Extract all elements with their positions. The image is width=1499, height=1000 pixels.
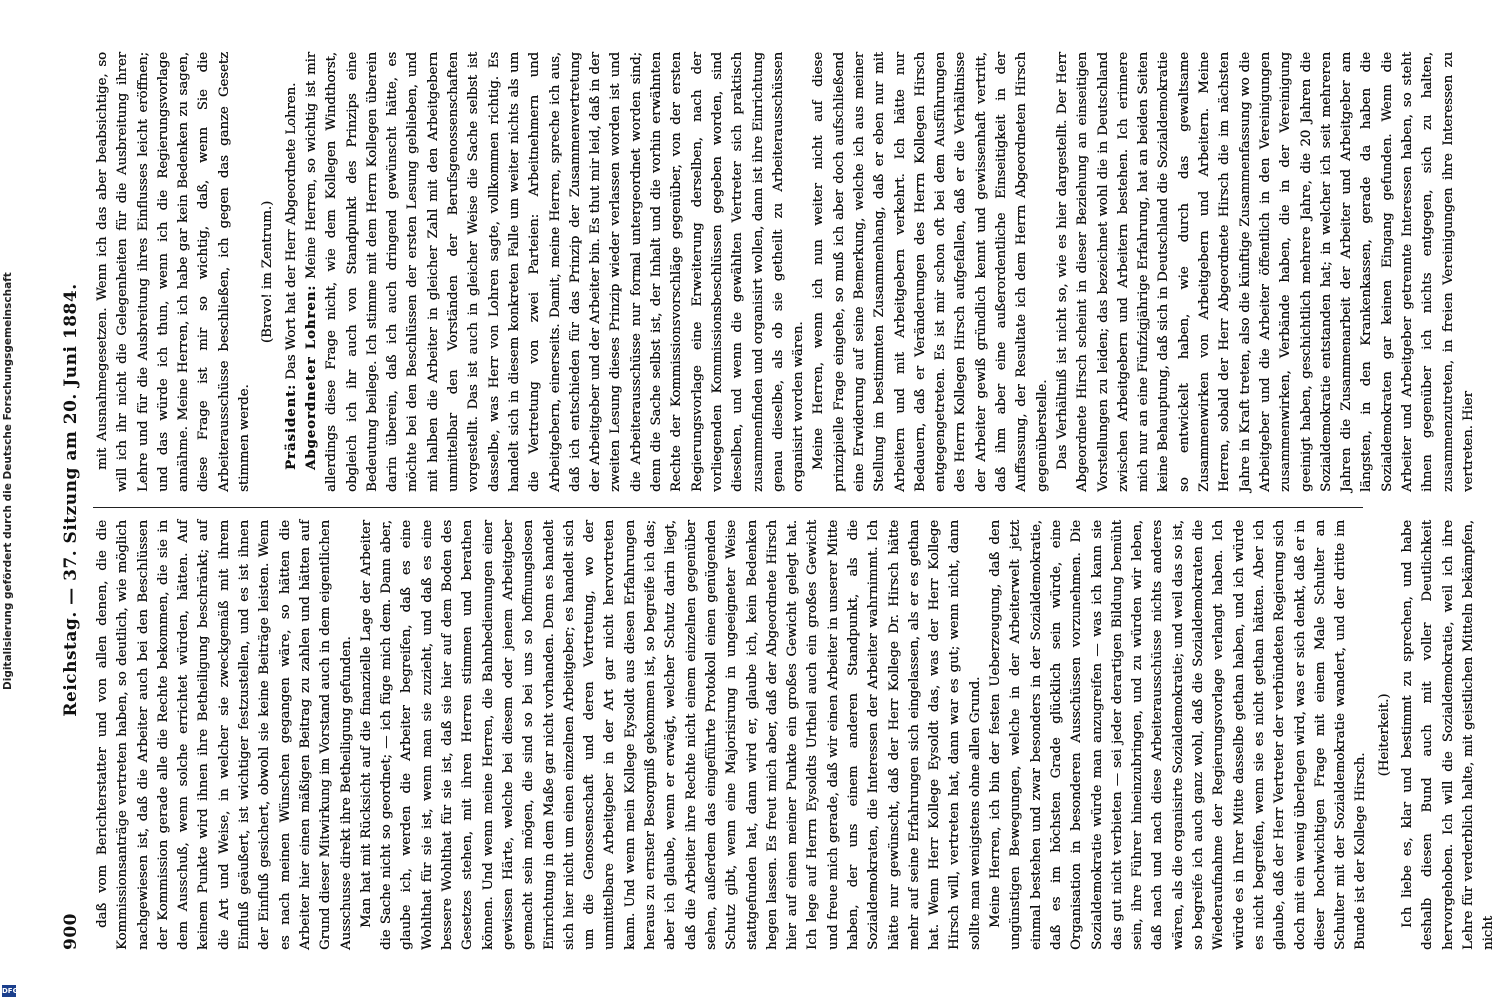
right-column (93, 52, 1476, 492)
speech-paragraph: Das Verhältniß ist nicht so, wie es hier dargestellt. Der Herr Abgeordnete Hirsch scheint in dieser Beziehung an einseitigen Vorstellungen zu leiden; das bezeichnet wohl die in Deutschland zwischen Arbeitgebern und Arbeitern bestehen. Ich erinnere mich nur an eine Fünfzigjährige Erfahrung, hat an beiden Seiten keine Behauptung, daß sich in Deutschland die Sozialdemokratie so entwickelt haben, wie durch das gewaltsame Zusammenwirken von Arbeitgebern und Arbeitern. Meine Herren, sobald der Herr Abgeordnete Hirsch die im nächsten Jahre in Kraft treten, also die künftige Zusammenfassung wo die Arbeitgeber und die Arbeiter öffentlich in den Vereinigungen zusammenwirken, Verbände haben, die in der Vereinigung geeinigt haben, geschichtlich mehrere Jahre, die 20 Jahren die Sozialdemokratie entstanden hat; in welcher ich seit mehreren Jahren die Zusammenarbeit der Arbeiter und Arbeitgeber am längsten, in den Krankenkassen, gerade da haben die Sozialdemokraten gar keinen Eingang gefunden. Wenn die Arbeiter und Arbeitgeber getrennte Interessen haben, so steht ihnen gegenüber ich nichts entgegen, sich zu halten, zusammenzutreten, in freien Vereinigungen ihre Interessen zu vertreten. Hier (1054, 52, 1476, 492)
left-paragraph: daß vom Berichterstatter und von allen denen, die die Kommissionsanträge vertreten haben, so deutlich, wie möglich nachgewiesen ist, daß die Arbeiter auch bei den Beschlüssen der Kommission gerade alle die Rechte bekommen, die sie in dem Ausschuß, wenn solche errichtet würden, hätten. Auf keinem Punkte wird ihnen ihre Betheiligung beschränkt; auf die Art und Weise, in welcher sie zweckgemäß mit ihrem Einfluß geäußert, ist wichtiger festzustellen, und es ist ihnen der Einfluß gesichert, obwohl sie keine Beiträge leisten. Wenn es nach meinen Wünschen gegangen wäre, so hätten die Arbeiter hier einen mäßigen Beitrag zu zahlen und hätten auf Grund dieser Mitwirkung im Vorstand auch in dem eigentlichen Ausschusse direkt ihre Betheiligung gefunden. (95, 520, 354, 950)
speaker-label: Präsident: (283, 383, 299, 470)
left-paragraph: Ich liebe es, klar und bestimmt zu sprechen, und habe deshalb diesen Bund auch mit voller Deutlichkeit hervorgehoben. Ich will die Sozialdemokratie, weil ich ihre Lehre für verderblich halte, mit geistlichen Mitteln bekämpfen, nicht (1400, 520, 1497, 950)
dfg-logo: DFG (2, 987, 19, 995)
running-head: Reichstag. — 37. Sitzung am 20. Juni 1884. (61, 283, 81, 717)
column-divider (93, 507, 1363, 508)
digitization-note: Digitalisierung gefördert durch die Deutsche Forschungsgemeinschaft (2, 272, 14, 690)
stage-direction: (Bravo! im Zentrum.) (260, 200, 276, 344)
right-paragraph: mit Ausnahmegesetzen. Wenn ich das aber beabsichtige, so will ich ihr nicht die Gelegenheiten für die Ausbreitung ihrer Lehre und für die Ausbreitung ihres Einflusses leicht eröffnen; und das würde ich thun, wenn ich die Regierungsvorlage annähme. Meine Herren, ich habe gar kein Bedenken zu sagen, diese Frage ist mir so wichtig, daß, wenn Sie die Arbeiterausschüsse beschließen, ich gegen das ganze Gesetz stimmen werde. (95, 52, 253, 492)
speech-paragraph: Meine Herren, wenn ich nun weiter nicht auf diese prinzipielle Frage eingehe, so muß ich aber doch aufschließend eine Erwiderung auf seine Bemerkung, welche ich aus meiner Stellung im bestimmten Zusammenhang, daß er eben nur mit Arbeitern und mit Arbeitgebern verkehrt. Ich hätte nur Bedauern, daß er Veränderungen des Herrn Kollegen Hirsch entgegengetreten. Es ist mir schon oft bei dem Ausführungen des Herrn Kollegen Hirsch aufgefallen, daß er die Verhältnisse der Arbeiter gewiß gründlich kennt und gewissenhaft vertritt, daß ihm aber eine außerordentliche Einseitigkeit in der Auffassung, der Resultate ich dem Herrn Abgeordneten Hirsch gegenüberstelle. (811, 52, 1050, 492)
left-paragraph: Man hat mit Rücksicht auf die finanzielle Lage der Arbeiter die Sache nicht so geordnet; — ich füge mich dem. Dann aber, glaube ich, werden die Arbeiter begreifen, daß es eine Wohlthat für sie ist, wenn man sie zuzieht, und daß es eine bessere Wohlthat für sie ist, daß sie hier auf dem Boden des Gesetzes stehen, mit ihren Herren stimmen und berathen können. Und wenn meine Herren, die Bahnbedienungen einer gewissen Härte, welche bei diesem oder jenem Arbeitgeber gemacht sein mögen, die sind so bei uns so hoffnungslosen Einrichtung in dem Maße gar nicht vorhanden. Denn es handelt sich hier nicht um einen einzelnen Arbeitgeber; es handelt sich um die Genossenschaft und deren Vertretung, wo der unmittelbare Arbeitgeber in der Art gar nicht hervortreten kann. Und wenn mein Kollege Eysoldt aus diesen Erfahrungen heraus zu ernster Besorgniß gekommen ist, so begreife ich das; aber ich glaube, wenn er erwägt, welcher Schutz darin liegt, daß die Arbeiter ihre Rechte nicht einem einzelnen gegenüber sehen, außerdem das eingeführte Protokoll einen genügenden Schutz gibt, wenn eine Majorisirung in ungeeigneter Weise stattgefunden hat, dann wird er, glaube ich, kein Bedenken hegen lassen. Es freut mich aber, daß der Abgeordnete Hirsch hier auf einen meiner Punkte ein großes Gewicht gelegt hat. Ich lege auf Herrn Eysoldts Urtheil auch ein großes Gewicht und freue mich gerade, daß wir einen Arbeiter in unserer Mitte haben, der uns einem anderen Standpunkt, als die Sozialdemokraten, die Interessen der Arbeiter wahrnimmt. Ich hätte nur gewünscht, daß der Herr Kollege Dr. Hirsch hätte mehr auf seine Erfahrungen sich eingelassen, als er es gethan hat. Wenn Herr Kollege Eysoldt das, was der Herr Kollege Hirsch will, vertreten hat, dann war es gut; wenn nicht, dann sollte man wenigstens ohne allen Grund. (358, 520, 983, 950)
speech-paragraph (302, 52, 809, 492)
stage-direction: (Heiterkeit.) (1376, 693, 1392, 777)
left-column (93, 520, 1497, 950)
speech-text: Das Wort hat der Herr Abgeordnete Lohren. (283, 82, 299, 380)
page-number: 900 (61, 913, 81, 950)
scanned-page (47, 30, 1497, 970)
left-paragraph: Meine Herren, ich bin der festen Ueberzeugung, daß den ungünstigen Bewegungen, welche in der Arbeiterwelt jetzt einmal bestehen und zwar besonders in der Sozialdemokratie, daß es im höchsten Grade glücklich sein würde, eine Organisation in besonderen Ausschüssen vorzunehmen. Die Sozialdemokratie würde man anzugreifen — was ich kann sie das gut nicht verbieten — sei jeder derartigen Bildung bemüht sein, ihre Führer hineinzubringen, und zu würden wir leben, daß nach und nach diese Arbeiterausschüsse nichts anderes wären, als die organisirte Sozialdemokratie; und weil das so ist, so begreife ich auch ganz wohl, daß die Sozialdemokraten die Wiederaufnahme der Regierungsvorlage verlangt haben. Ich würde es in Ihrer Mitte dasselbe gethan haben, und ich würde es nicht begreifen, wenn sie es nicht gethan hätten. Aber ich glaube, daß der Herr Vertreter der verbündeten Regierung sich doch mit ein wenig überlegen wird, was er sich denkt, daß er in dieser hochwichtigen Frage mit einem Male Schulter an Schulter mit der Sozialdemokratie wandert, und der dritte im Bunde ist der Kollege Hirsch. (988, 520, 1369, 950)
president-paragraph (282, 52, 302, 492)
page-header (61, 50, 87, 950)
speech-text: Meine Herren, so wichtig ist mir allerdings diese Frage nicht, wie dem Kollegen Windthorst, obgleich ich ihr auch von Standpunkt des Prinzips eine Bedeutung beilege. Ich stimme mit dem Herrn Kollegen überein darin überein, daß ich auch dringend gewünscht hätte, es möchte bei den Beschlüssen der ersten Lesung geblieben, und mit halben die Arbeiter in gleicher Zahl mit den Arbeitgebern unmittelbar den Vorständen der Berufsgenossenschaften vorgestellt. Das ist auch in gleicher Weise die Sache selbst ist dasselbe, was Herr von Lohren sagte, vollkommen richtig. Es handelt sich in diesem konkreten Falle um weiter nichts als um die Vertretung von zwei Parteien: Arbeitnehmern und Arbeitgebern, einerseits. Damit, meine Herren, spreche ich aus, daß ich entschieden für das Prinzip der Zusammenvertretung der Arbeitgeber und der Arbeiter bin. Es thut mir leid, daß in der zweiten Lesung dieses Prinzip wieder verlassen worden ist und die Arbeiterausschüsse nur formal untergeordnet worden sind; denn die Sache selbst ist, der Inhalt und die vorhin erwähnten Rechte der Kommissionsvorschläge gegenüber, von der ersten Regierungsvorlage eine Erweiterung derselben, nach der vorliegenden Kommissionsbeschlüssen gegeben worden, sind dieselben, und wenn die gewählten Vertreter sich praktisch zusammenfinden und organisirt wollen, dann ist ihre Einrichtung genau dieselbe, als ob sie getheilt zu Arbeiterausschüssen organisirt worden wären. (303, 52, 807, 492)
speaker-label: Abgeordneter Lohren: (303, 284, 319, 470)
